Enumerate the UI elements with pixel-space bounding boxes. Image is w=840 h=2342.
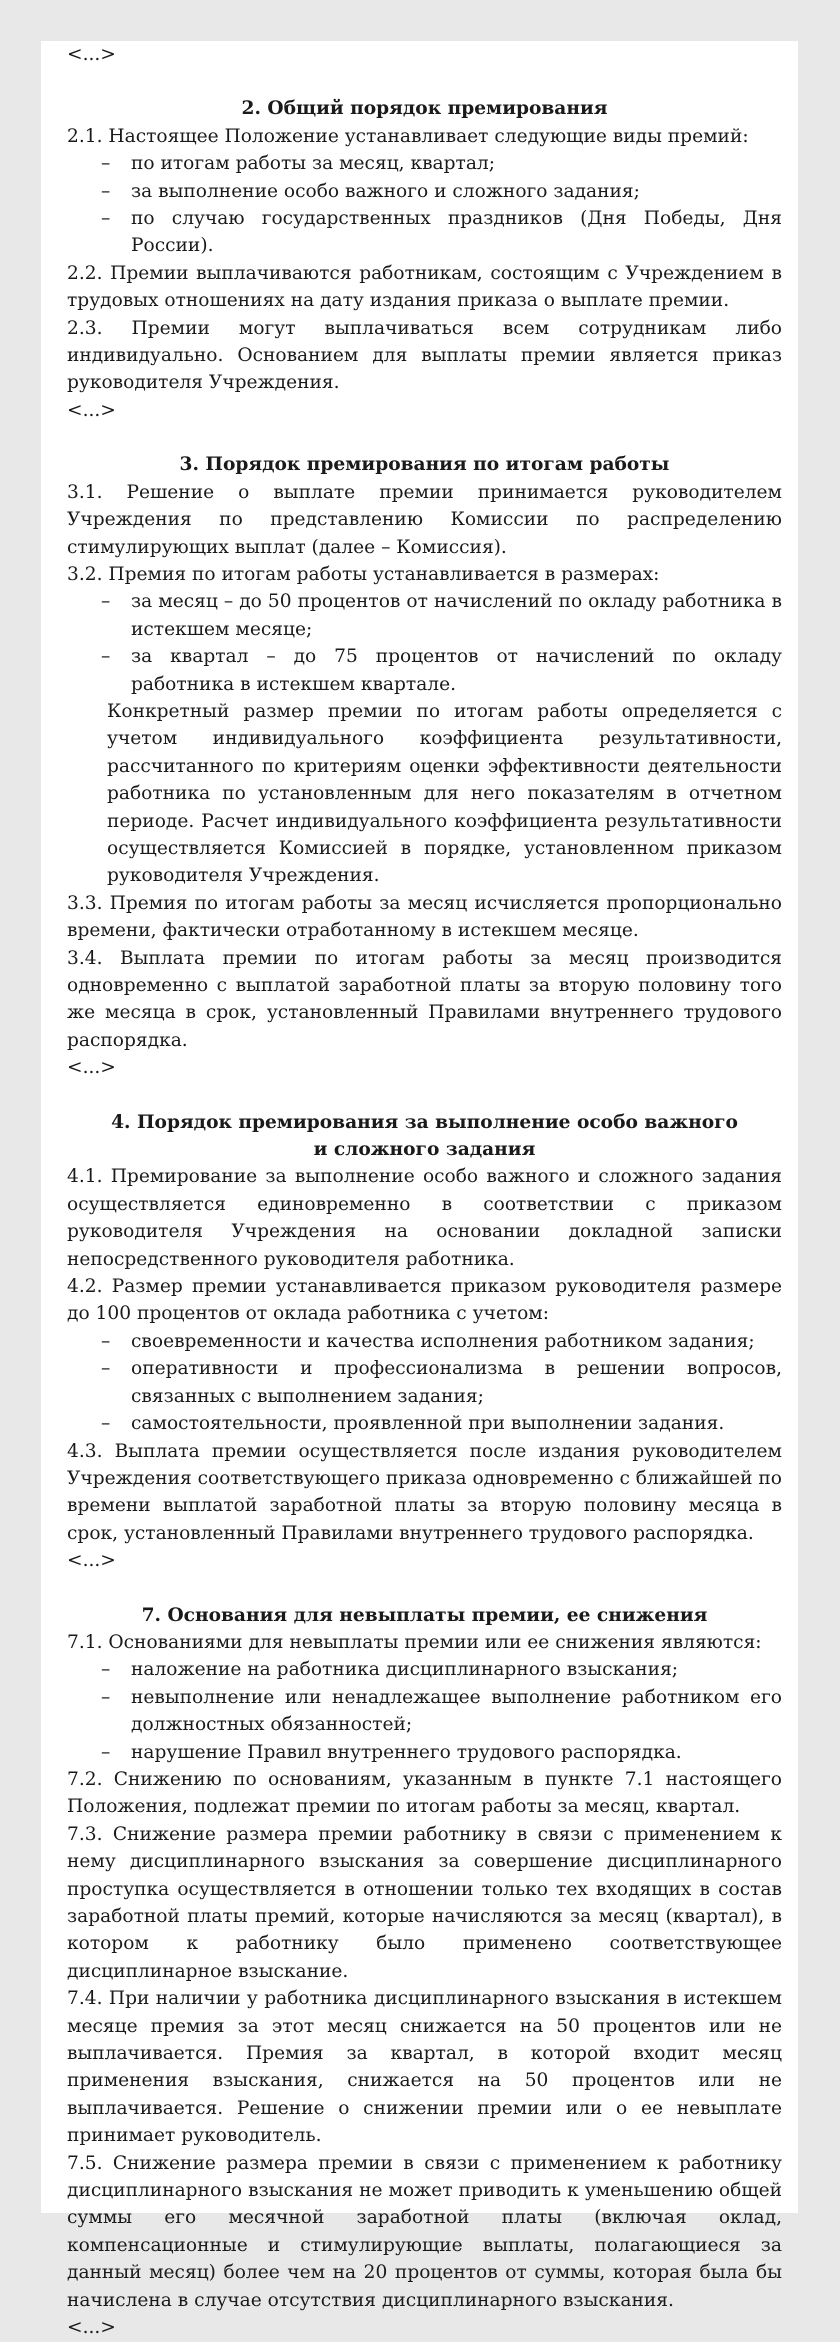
section-7-item-3: – нарушение Правил внутреннего трудового распорядка. [67,1739,782,1766]
section-4-p2: 4.2. Размер премии устанавливается приказом руководителя размере до 100 процентов от оклада работника с учетом: [67,1276,782,1325]
section-7-p5: 7.5. Снижение размера премии в связи с применением к работнику дисциплинарного взыскания не может приводить к уменьшению общей суммы его месячной заработной платы (включая оклад, компенсационные и стимулирующие выплаты, полагающиеся за данный месяц) более чем на 20 процентов от суммы, которая была бы начислена в случае отсутствия дисциплинарного взыскания. [67,2152,782,2311]
section-7-p4: 7.4. При наличии у работника дисциплинарного взыскания в истекшем месяце премия за этот месяц снижается на 50 процентов или не выплачивается. Премия за квартал, в которой входит месяц применения взыскания, снижается на 50 процентов или не выплачивается. Решение о снижении премии или о ее невыплате принимает руководитель. [67,1988,782,2147]
document-page [41,41,798,2339]
section-4-heading-line-2: и сложного задания [313,1139,536,1161]
section-3-p4: 3.4. Выплата премии по итогам работы за месяц производится одновременно с выплатой заработной платы за вторую половину того же месяца в срок, установленный Правилами внутреннего трудового распорядка. [67,947,782,1051]
section-2-item-3: – по случаю государственных праздников (Дня Победы, Дня России). [67,205,782,260]
section-3-p2: 3.2. Премия по итогам работы устанавливается в размерах: [67,563,660,585]
section-4-heading-line-1: 4. Порядок премирования за выполнение особо важного [111,1111,738,1133]
section-4-p3: 4.3. Выплата премии осуществляется после издания руководителем Учреждения соответствующего приказа одновременно с ближайшей по времени выплатой заработной платы за вторую половину месяца в срок, установленный Правилами внутреннего трудового распорядка. [67,1440,782,1544]
section-2-p1: 2.1. Настоящее Положение устанавливает следующие виды премий: [67,125,749,147]
section-3-p2b: Конкретный размер премии по итогам работы определяется с учетом индивидуального коэффициента результативности, рассчитанного по критериям оценки эффективности деятельности работника по установленным для него показателям в отчетном периоде. Расчет индивидуального коэффициента результативности осуществляется Комиссией в порядке, установленном приказом руководителя Учреждения. [107,700,782,887]
section-4-item-1: – своевременности и качества исполнения работником задания; [67,1328,782,1355]
section-7-p3: 7.3. Снижение размера премии работнику в связи с применением к нему дисциплинарного взыскания за совершение дисциплинарного проступка осуществляется в отношении только тех входящих в состав заработной платы премий, которые начисляются за месяц (квартал), в котором к работнику было применено соответствующее дисциплинарное взыскание. [67,1823,782,1982]
section-2-p3: 2.3. Премии могут выплачиваться всем сотрудникам либо индивидуально. Основанием для выплаты премии является приказ руководителя Учреждения. [67,317,782,394]
section-3-item-1: – за месяц – до 50 процентов от начислений по окладу работника в истекшем месяце; [67,588,782,643]
section-7-item-1: – наложение на работника дисциплинарного взыскания; [67,1656,782,1683]
section-2-item-1: – по итогам работы за месяц, квартал; [67,150,782,177]
ellipsis-top: <...> [67,44,116,65]
section-2-heading: 2. Общий порядок премирования [241,98,608,120]
section-7-p1: 7.1. Основаниями для невыплаты премии или ее снижения являются: [67,1631,762,1653]
ellipsis-3: <...> [67,1057,116,1079]
section-4-item-2: – оперативности и профессионализма в решении вопросов, связанных с выполнением задания; [67,1355,782,1410]
ellipsis-bottom: <...> [67,2317,116,2339]
section-7-p2: 7.2. Снижению по основаниям, указанным в пункте 7.1 настоящего Положения, подлежат премии по итогам работы за месяц, квартал. [67,1768,782,1818]
section-3-heading: 3. Порядок премирования по итогам работы [179,454,670,476]
section-2-p2: 2.2. Премии выплачиваются работникам, состоящим с Учреждением в трудовых отношениях на дату издания приказа о выплате премии. [67,262,782,312]
section-3-p1: 3.1. Решение о выплате премии принимается руководителем Учреждения по представлению Комиссии по распределению стимулирующих выплат (далее – Комиссия). [67,481,782,558]
section-3-p3: 3.3. Премия по итогам работы за месяц исчисляется пропорционально времени, фактически отработанному в истекшем месяце. [67,892,782,942]
section-7-item-2: – невыполнение или ненадлежащее выполнение работником его должностных обязанностей; [67,1684,782,1739]
ellipsis-4: <...> [67,1550,116,1572]
section-4-p1: 4.1. Премирование за выполнение особо важного и сложного задания осуществляется единовременно в соответствии с приказом руководителя Учреждения на основании докладной записки непосредственного руководителя работника. [67,1166,782,1270]
section-7-heading: 7. Основания для невыплаты премии, ее снижения [141,1604,708,1626]
section-3-item-2: – за квартал – до 75 процентов от начислений по окладу работника в истекшем квартале. [67,643,782,698]
section-4-item-3: – самостоятельности, проявленной при выполнении задания. [67,1410,782,1437]
ellipsis-2: <...> [67,399,116,421]
section-2-item-2: – за выполнение особо важного и сложного задания; [67,178,782,205]
